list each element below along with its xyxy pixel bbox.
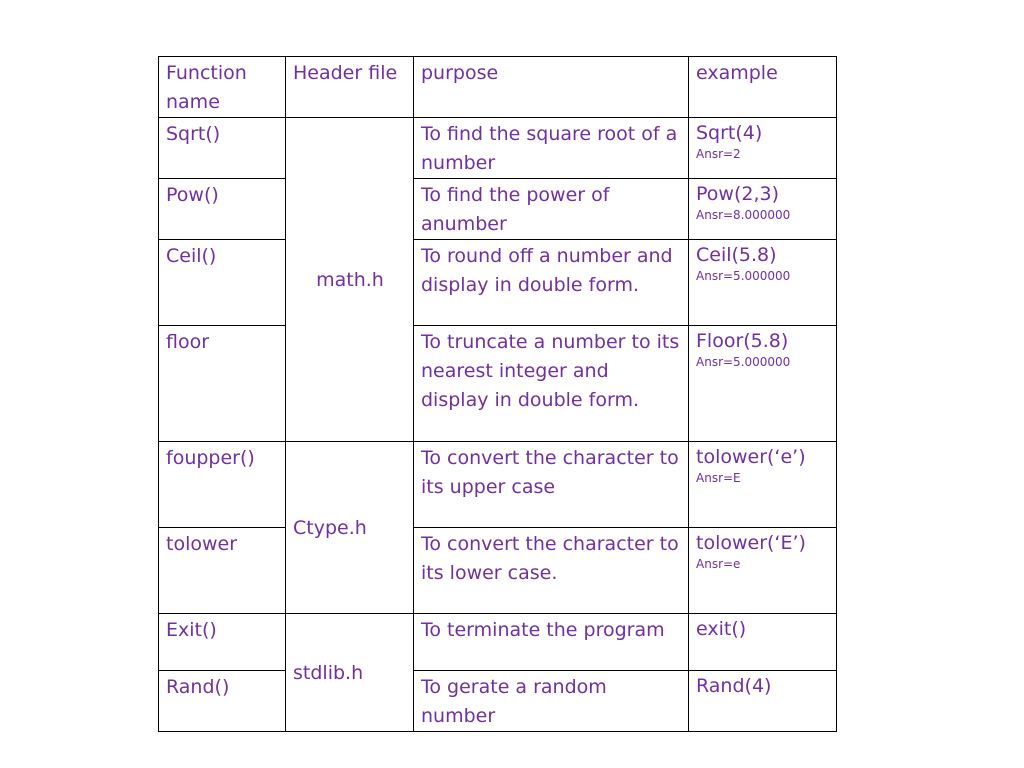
header-file-math: math.h <box>286 118 414 442</box>
purpose-cell: To find the square root of a number <box>414 118 689 179</box>
function-cell: Sqrt() <box>159 118 286 179</box>
table-row <box>159 118 837 179</box>
function-cell: foupper() <box>159 442 286 528</box>
example-call: Pow(2,3) <box>696 183 779 205</box>
header-function-name: Function name <box>159 57 286 118</box>
purpose-cell: To find the power of anumber <box>414 179 689 240</box>
function-cell: Ceil() <box>159 240 286 326</box>
example-cell <box>689 671 837 732</box>
table-row <box>159 614 837 671</box>
function-cell: floor <box>159 326 286 442</box>
header-purpose: purpose <box>414 57 689 118</box>
example-answer: Ansr=5.000000 <box>696 269 791 283</box>
header-example: example <box>689 57 837 118</box>
example-cell <box>689 240 837 326</box>
purpose-cell: To gerate a random number <box>414 671 689 732</box>
table-row <box>159 179 837 240</box>
example-call: tolower(‘E’) <box>696 532 806 554</box>
example-call: Ceil(5.8) <box>696 244 777 266</box>
example-answer: Ansr=E <box>696 471 741 485</box>
example-cell <box>689 118 837 179</box>
example-cell <box>689 442 837 528</box>
example-answer: Ansr=8.000000 <box>696 208 791 222</box>
purpose-cell: To convert the character to its upper case <box>414 442 689 528</box>
purpose-cell: To convert the character to its lower case. <box>414 528 689 614</box>
example-call: Sqrt(4) <box>696 122 763 144</box>
table-row <box>159 528 837 614</box>
table-row <box>159 442 837 528</box>
table-row <box>159 240 837 326</box>
example-cell <box>689 528 837 614</box>
example-cell <box>689 614 837 671</box>
function-cell: Exit() <box>159 614 286 671</box>
purpose-cell: To round off a number and display in double form. <box>414 240 689 326</box>
header-file-stdlib: stdlib.h <box>286 614 414 732</box>
header-header-file: Header file <box>286 57 414 118</box>
example-cell <box>689 326 837 442</box>
table-row <box>159 671 837 732</box>
example-answer: Ansr=e <box>696 557 741 571</box>
purpose-cell: To terminate the program <box>414 614 689 671</box>
table-row <box>159 326 837 442</box>
example-answer: Ansr=5.000000 <box>696 355 791 369</box>
example-call: tolower(‘e’) <box>696 446 806 468</box>
example-call: Floor(5.8) <box>696 330 789 352</box>
example-call: exit() <box>696 618 747 640</box>
example-call: Rand(4) <box>696 675 772 697</box>
table-header-row <box>159 57 837 118</box>
header-file-ctype: Ctype.h <box>286 442 414 614</box>
example-cell <box>689 179 837 240</box>
example-answer: Ansr=2 <box>696 147 741 161</box>
function-cell: Pow() <box>159 179 286 240</box>
function-cell: Rand() <box>159 671 286 732</box>
purpose-cell: To truncate a number to its nearest integer and display in double form. <box>414 326 689 442</box>
functions-table <box>158 56 837 732</box>
function-cell: tolower <box>159 528 286 614</box>
